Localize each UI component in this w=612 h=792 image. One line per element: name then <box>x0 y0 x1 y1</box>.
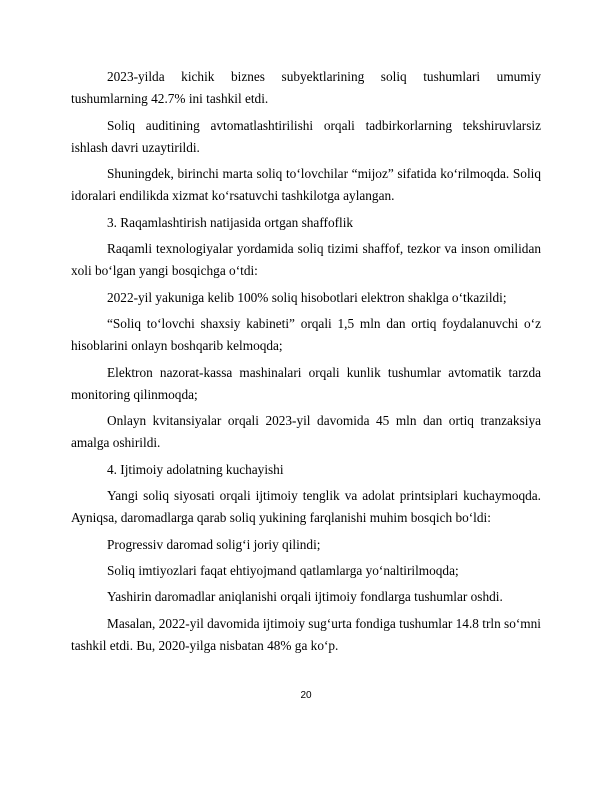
page-number: 20 <box>300 690 312 701</box>
paragraph-audit-automation: Soliq auditining avtomatlashtirilishi orqali tadbirkorlarning tekshiruvlarsiz ishlash davri uzaytirildi. <box>71 117 541 155</box>
section-heading-transparency: 3. Raqamlashtirish natijasida ortgan shaffoflik <box>107 214 354 230</box>
section-heading-social-justice: 4. Ijtimoiy adolatning kuchayishi <box>107 461 284 477</box>
list-item-online-receipts: Onlayn kvitansiyalar orqali 2023-yil davomida 45 mln dan ortiq tranzaksiya amalga oshirildi. <box>71 413 541 451</box>
paragraph-taxpayer-as-client: Shuningdek, birinchi marta soliq to‘lovchilar “mijoz” sifatida ko‘rilmoqda. Soliq idoralari endilikda xizmat ko‘rsatuvchi tashkilotga aylangan. <box>71 166 541 204</box>
list-item-progressive-tax: Progressiv daromad solig‘i joriy qilindi; <box>107 536 321 552</box>
paragraph-digital-technologies: Raqamli texnologiyalar yordamida soliq tizimi shaffof, tezkor va inson omilidan xoli bo‘lgan yangi bosqichga o‘tdi: <box>71 241 541 279</box>
paragraph-small-business-share: 2023-yilda kichik biznes subyektlarining soliq tushumlari umumiy tushumlarning 42.7% ini tashkil etdi. <box>71 69 541 107</box>
list-item-electronic-reports: 2022-yil yakuniga kelib 100% soliq hisobotlari elektron shaklga o‘tkazildi; <box>107 289 507 305</box>
list-item-tax-benefits: Soliq imtiyozlari faqat ehtiyojmand qatlamlarga yo‘naltirilmoqda; <box>107 562 459 578</box>
list-item-cash-registers: Elektron nazorat-kassa mashinalari orqali kunlik tushumlar avtomatik tarzda monitoring qilinmoqda; <box>71 364 541 402</box>
list-item-personal-cabinet: “Soliq to‘lovchi shaxsiy kabineti” orqali 1,5 mln dan ortiq foydalanuvchi o‘z hisoblarini onlayn boshqarib kelmoqda; <box>71 315 541 354</box>
paragraph-new-tax-policy: Yangi soliq siyosati orqali ijtimoiy tenglik va adolat printsiplari kuchaymoqda. Ayniqsa, daromadlarga qarab soliq yukining farqlanishi muhim bosqich bo‘ldi: <box>71 488 541 526</box>
paragraph-social-insurance-example: Masalan, 2022-yil davomida ijtimoiy sug‘urta fondiga tushumlar 14.8 trln so‘mni tashkil etdi. Bu, 2020-yilga nisbatan 48% ga ko‘p. <box>71 615 541 653</box>
page-body <box>71 66 541 661</box>
list-item-hidden-income: Yashirin daromadlar aniqlanishi orqali ijtimoiy fondlarga tushumlar oshdi. <box>107 589 503 605</box>
